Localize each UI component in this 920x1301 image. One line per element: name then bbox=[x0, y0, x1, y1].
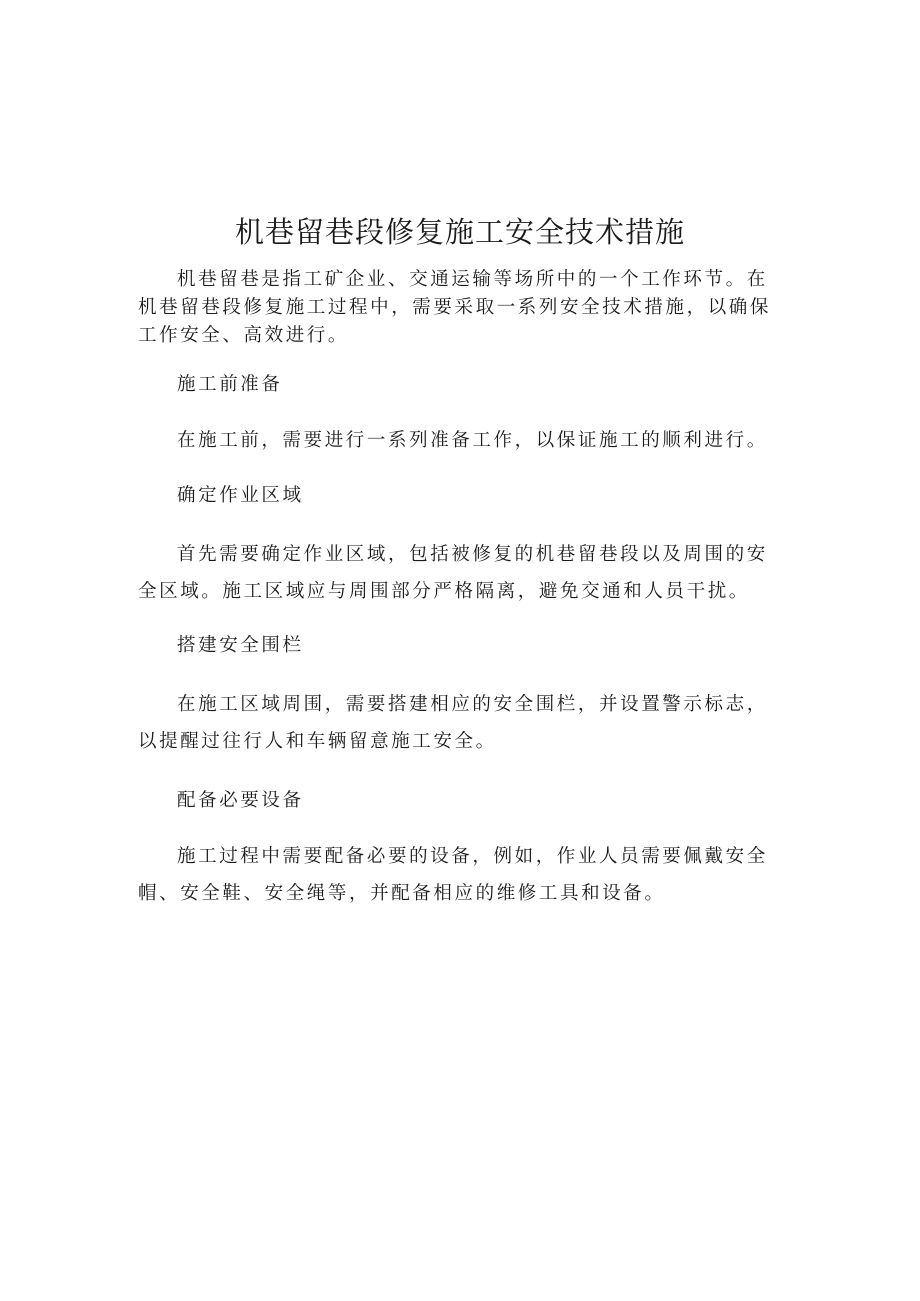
intro-paragraph: 机巷留巷是指工矿企业、交通运输等场所中的一个工作环节。在机巷留巷段修复施工过程中，需要采取一系列安全技术措施，以确保工作安全、高效进行。 bbox=[138, 269, 772, 346]
section-body-equipment: 施工过程中需要配备必要的设备，例如，作业人员需要佩戴安全帽、安全鞋、安全绳等，并配备相应的维修工具和设备。 bbox=[138, 846, 768, 904]
section-heading-fence: 搭建安全围栏 bbox=[177, 635, 304, 656]
section-heading-equipment: 配备必要设备 bbox=[177, 790, 304, 811]
section-heading-work-area: 确定作业区域 bbox=[177, 485, 304, 506]
section-body-fence: 在施工区域周围，需要搭建相应的安全围栏，并设置警示标志，以提醒过往行人和车辆留意施工安全。 bbox=[138, 694, 768, 752]
section-body-preparation: 在施工前，需要进行一系列准备工作，以保证施工的顺利进行。 bbox=[177, 430, 768, 451]
section-body-work-area: 首先需要确定作业区域，包括被修复的机巷留巷段以及周围的安全区域。施工区域应与周围部分严格隔离，避免交通和人员干扰。 bbox=[138, 544, 768, 602]
document-title: 机巷留巷段修复施工安全技术措施 bbox=[234, 215, 685, 249]
section-heading-preparation: 施工前准备 bbox=[177, 374, 283, 395]
